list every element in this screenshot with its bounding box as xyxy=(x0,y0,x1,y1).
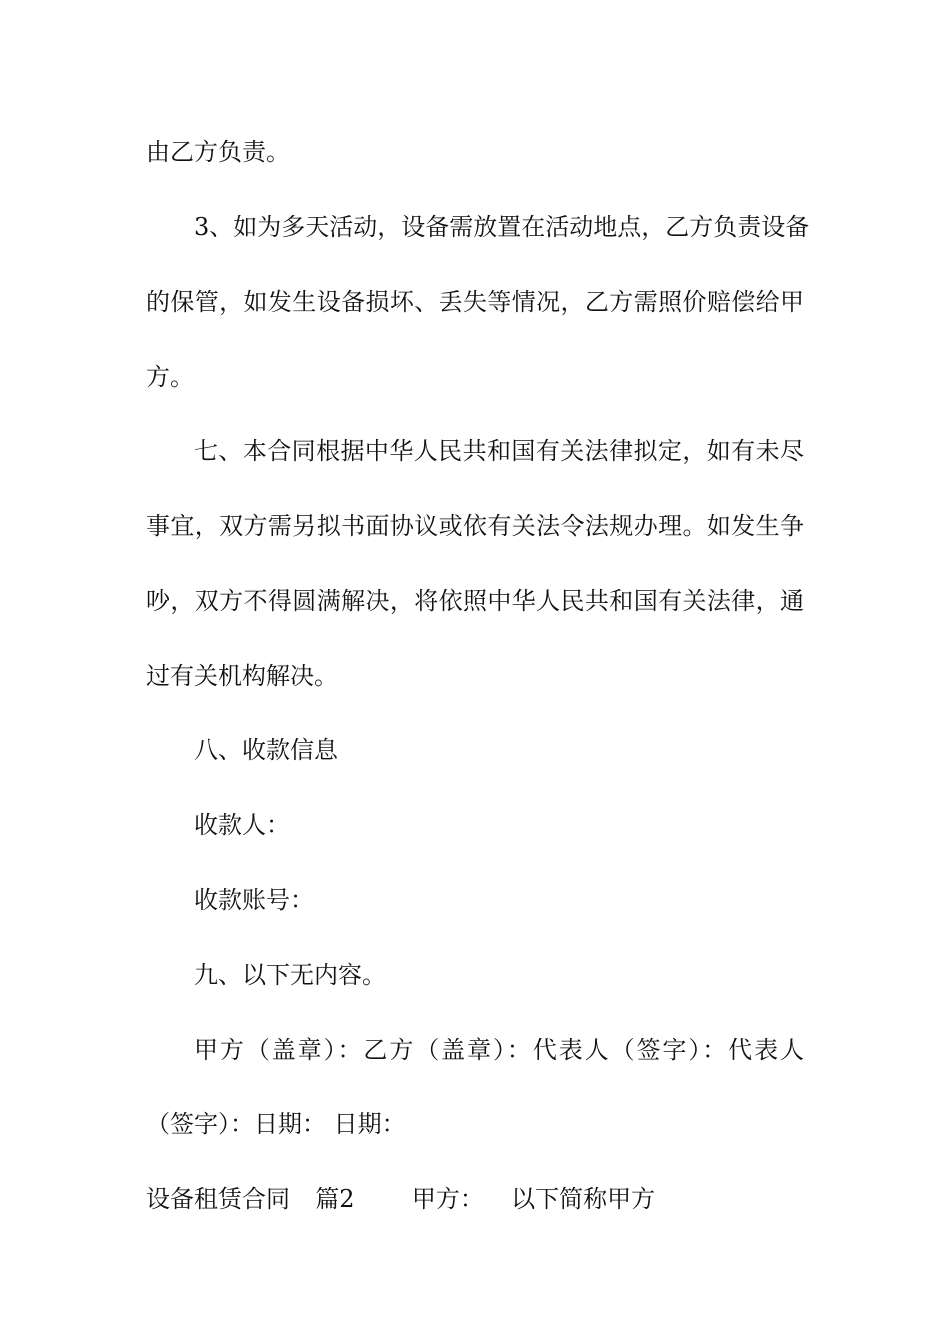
section-heading: 八、收款信息 xyxy=(194,736,338,764)
paragraph-line: 的保管，如发生设备损坏、丢失等情况，乙方需照价赔偿给甲 xyxy=(146,288,804,316)
party-a-abbrev: 以下简称甲方 xyxy=(511,1185,656,1213)
party-a-label: 甲方： xyxy=(411,1185,484,1213)
contract-title: 设备租赁合同 xyxy=(146,1185,290,1213)
section-heading: 九、以下无内容。 xyxy=(194,961,386,989)
signature-line: 甲方（盖章）：乙方（盖章）：代表人（签字）：代表人 xyxy=(194,1036,804,1064)
paragraph-line: 吵，双方不得圆满解决，将依照中华人民共和国有关法律，通 xyxy=(146,587,804,615)
account-label: 收款账号： xyxy=(194,886,314,914)
next-contract-header xyxy=(146,1183,655,1215)
payee-label: 收款人： xyxy=(194,811,290,839)
paragraph-line: 过有关机构解决。 xyxy=(146,662,338,690)
paragraph-line: 由乙方负责。 xyxy=(146,138,290,166)
signature-line: （签字）：日期： 日期： xyxy=(146,1110,406,1138)
paragraph-line: 方。 xyxy=(146,363,194,391)
paragraph-line: 事宜，双方需另拟书面协议或依有关法令法规办理。如发生争 xyxy=(146,512,804,540)
paragraph-line: 七、本合同根据中华人民共和国有关法律拟定，如有未尽 xyxy=(194,437,804,465)
paragraph-line: 3、如为多天活动，设备需放置在活动地点，乙方负责设备 xyxy=(194,213,810,241)
contract-part: 篇2 xyxy=(315,1185,355,1213)
